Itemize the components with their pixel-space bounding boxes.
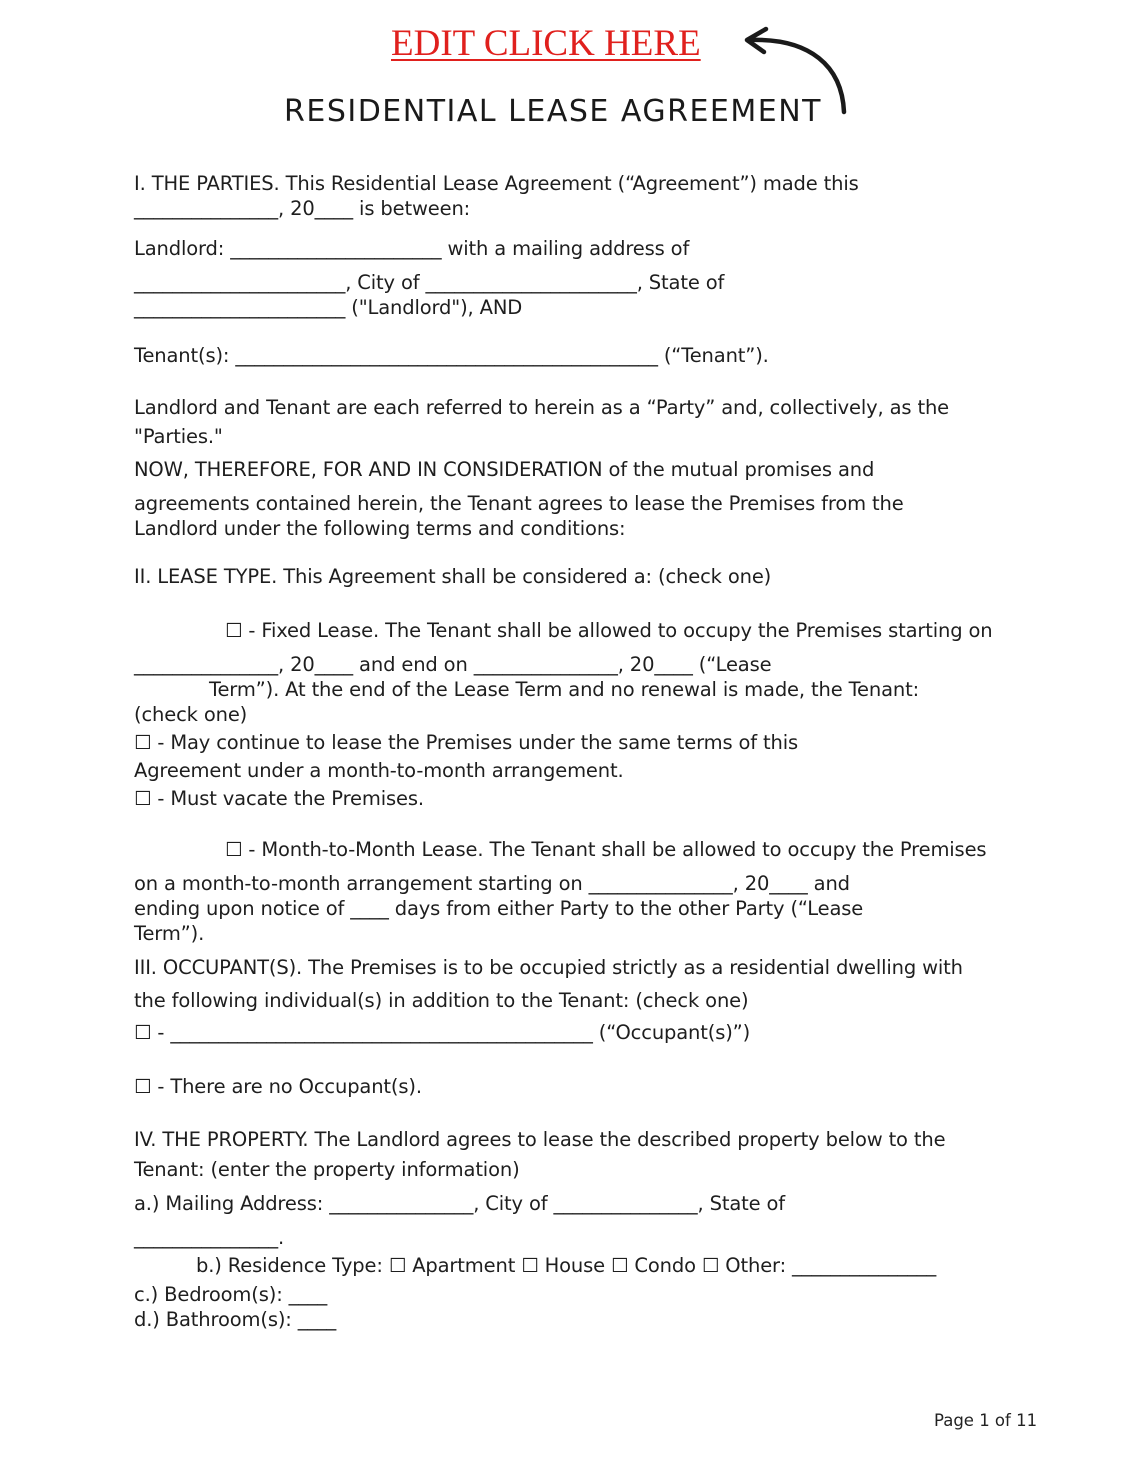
month-to-month-term-line: Term”).: [134, 922, 205, 945]
tenant-line: Tenant(s): ____________________________________________ (“Tenant”).: [134, 344, 769, 367]
check-one-line: (check one): [134, 703, 248, 726]
vacate-option[interactable]: ☐ - Must vacate the Premises.: [134, 787, 424, 810]
mailing-state-line: _______________.: [134, 1226, 285, 1249]
landlord-state-line: ______________________ ("Landlord"), AND: [134, 296, 523, 319]
occupants-heading: III. OCCUPANT(S). The Premises is to be occupied strictly as a residential dwelling with: [134, 956, 963, 979]
party-definition-line: Landlord and Tenant are each referred to herein as a “Party” and, collectively, as the: [134, 396, 950, 419]
consideration-line-2: agreements contained herein, the Tenant agrees to lease the Premises from the: [134, 492, 904, 515]
lease-type-heading: II. LEASE TYPE. This Agreement shall be considered a: (check one): [134, 565, 772, 588]
property-heading: IV. THE PROPERTY. The Landlord agrees to lease the described property below to the: [134, 1128, 946, 1151]
property-instruction-line: Tenant: (enter the property information): [134, 1158, 520, 1181]
consideration-line: NOW, THEREFORE, FOR AND IN CONSIDERATION of the mutual promises and: [134, 458, 875, 481]
document-title: RESIDENTIAL LEASE AGREEMENT: [284, 94, 822, 129]
continue-lease-option[interactable]: ☐ - May continue to lease the Premises under the same terms of this: [134, 731, 799, 754]
month-to-month-notice-line: ending upon notice of ____ days from either Party to the other Party (“Lease: [134, 897, 864, 920]
fixed-lease-option[interactable]: ☐ - Fixed Lease. The Tenant shall be allowed to occupy the Premises starting on: [225, 619, 993, 642]
month-to-month-option[interactable]: ☐ - Month-to-Month Lease. The Tenant shall be allowed to occupy the Premises: [225, 838, 987, 861]
page-number: Page 1 of 11: [934, 1411, 1038, 1430]
consideration-line-3: Landlord under the following terms and conditions:: [134, 517, 626, 540]
continue-lease-line-2: Agreement under a month-to-month arrangement.: [134, 759, 624, 782]
landlord-address-line: ______________________, City of ______________________, State of: [134, 271, 725, 294]
no-occupants-option[interactable]: ☐ - There are no Occupant(s).: [134, 1075, 422, 1098]
residence-type-line[interactable]: b.) Residence Type: ☐ Apartment ☐ House ☐ Condo ☐ Other: _______________: [196, 1254, 937, 1277]
bathrooms-line: d.) Bathroom(s): ____: [134, 1308, 337, 1331]
parties-definition-line: "Parties.": [134, 425, 223, 448]
fixed-lease-dates-line: _______________, 20____ and end on _______________, 20____ (“Lease: [134, 653, 772, 676]
mailing-address-line: a.) Mailing Address: _______________, City of _______________, State of: [134, 1192, 786, 1215]
edit-click-here-link[interactable]: EDIT CLICK HERE: [391, 23, 701, 64]
parties-line: I. THE PARTIES. This Residential Lease Agreement (“Agreement”) made this: [134, 172, 859, 195]
occupants-name-option[interactable]: ☐ - ____________________________________________ (“Occupant(s)”): [134, 1021, 751, 1044]
lease-term-line: Term”). At the end of the Lease Term and no renewal is made, the Tenant:: [209, 678, 920, 701]
month-to-month-start-line: on a month-to-month arrangement starting on _______________, 20____ and: [134, 872, 850, 895]
bedrooms-line: c.) Bedroom(s): ____: [134, 1283, 328, 1306]
occupants-line-2: the following individual(s) in addition to the Tenant: (check one): [134, 989, 749, 1012]
landlord-line: Landlord: ______________________ with a mailing address of: [134, 237, 690, 260]
parties-date-line: _______________, 20____ is between:: [134, 197, 471, 220]
